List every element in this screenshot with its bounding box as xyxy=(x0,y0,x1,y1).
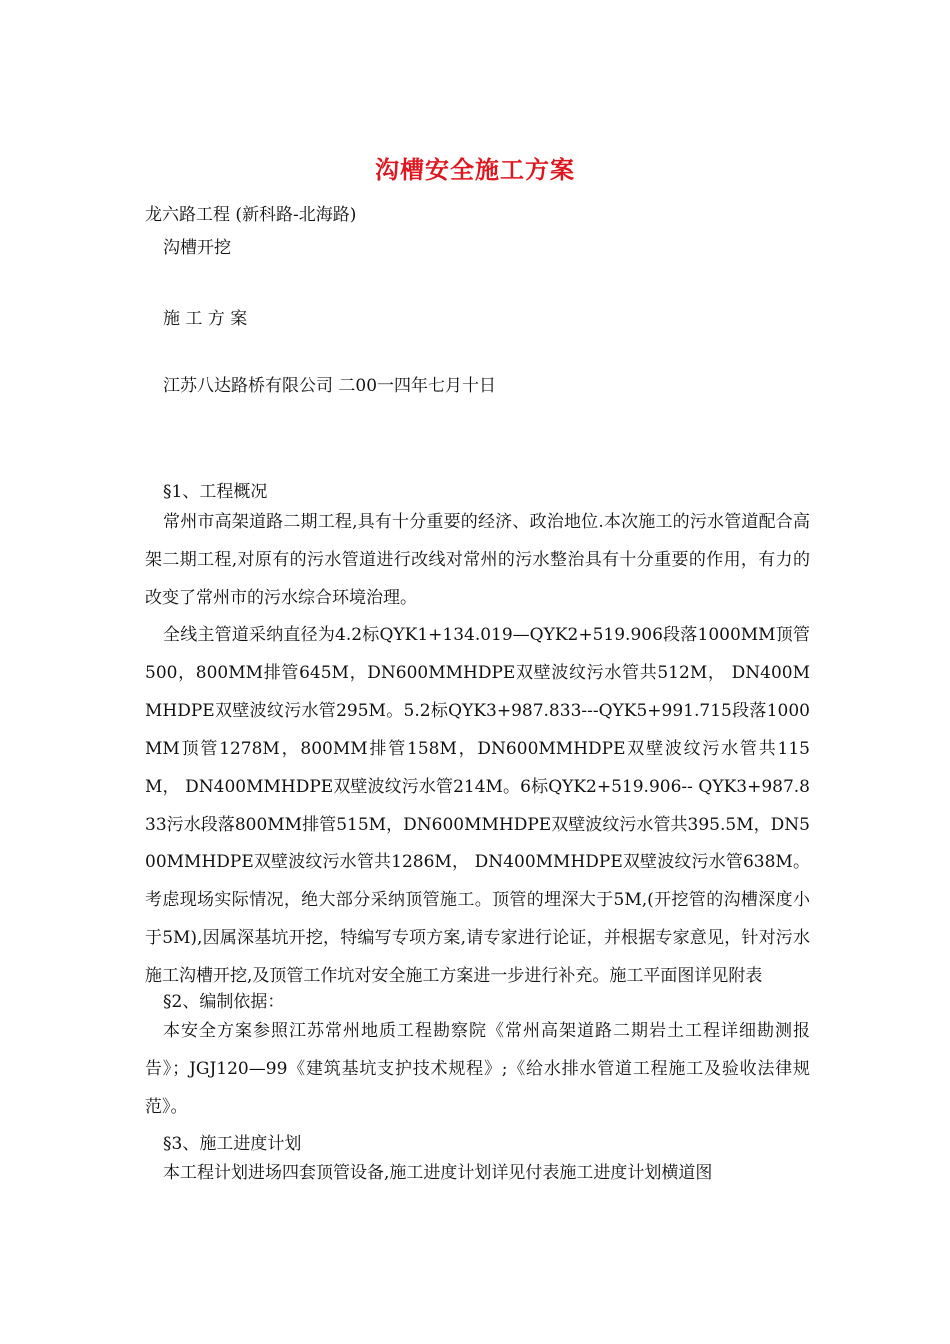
project-name: 龙六路工程 (新科路-北海路) xyxy=(145,205,357,225)
section-heading-3: §3、施工进度计划 xyxy=(163,1134,302,1154)
section-1-paragraph-2: 全线主管道采纳直径为4.2标QYK1+134.019—QYK2+519.906段落1000MM顶管500，800MM排管645M，DN600MMHDPE双壁波纹污水管共512M， DN400MMHDPE双壁波纹污水管295M。5.2标QYK3+987.833---QYK5+991.715段落1000MM顶管1278M，800MM排管158M，DN600MMHDPE双壁波纹污水管共115M， DN400MMHDPE双壁波纹污水管214M。6标QYK2+519.906-- QYK3+987.833污水段落800MM排管515M，DN600MMHDPE双壁波纹污水管共395.5M，DN500MMHDPE双壁波纹污水管共1286M， DN400MMHDPE双壁波纹污水管638M。考虑现场实际情况，绝大部分采纳顶管施工。顶管的埋深大于5M,(开挖管的沟槽深度小于5M),因属深基坑开挖，特编写专项方案,请专家进行论证，并根据专家意见，针对污水施工沟槽开挖,及顶管工作坑对安全施工方案进一步进行补充。施工平面图详见附表 xyxy=(145,625,810,987)
document-type: 施 工 方 案 xyxy=(163,309,248,329)
section-heading-2: §2、编制依据： xyxy=(163,992,285,1012)
section-1-paragraph-1: 常州市高架道路二期工程,具有十分重要的经济、政治地位.本次施工的污水管道配合高架二期工程,对原有的污水管道进行改线对常州的污水整治具有十分重要的作用，有力的改变了常州市的污水综合环境治理。 xyxy=(145,512,810,608)
section-2-paragraph-1: 本安全方案参照江苏常州地质工程勘察院《常州高架道路二期岩土工程详细勘测报告》；JGJ120—99《建筑基坑支护技术规程》;《给水排水管道工程施工及验收法律规范》。 xyxy=(145,1021,810,1117)
document-title: 沟槽安全施工方案 xyxy=(375,155,575,184)
section-3-paragraph-1: 本工程计划进场四套顶管设备,施工进度计划详见付表施工进度计划横道图 xyxy=(163,1163,713,1183)
section-heading-1: §1、工程概况 xyxy=(163,482,268,502)
company-date: 江苏八达路桥有限公司 二00一四年七月十日 xyxy=(163,376,497,396)
subject-line: 沟槽开挖 xyxy=(163,238,231,258)
